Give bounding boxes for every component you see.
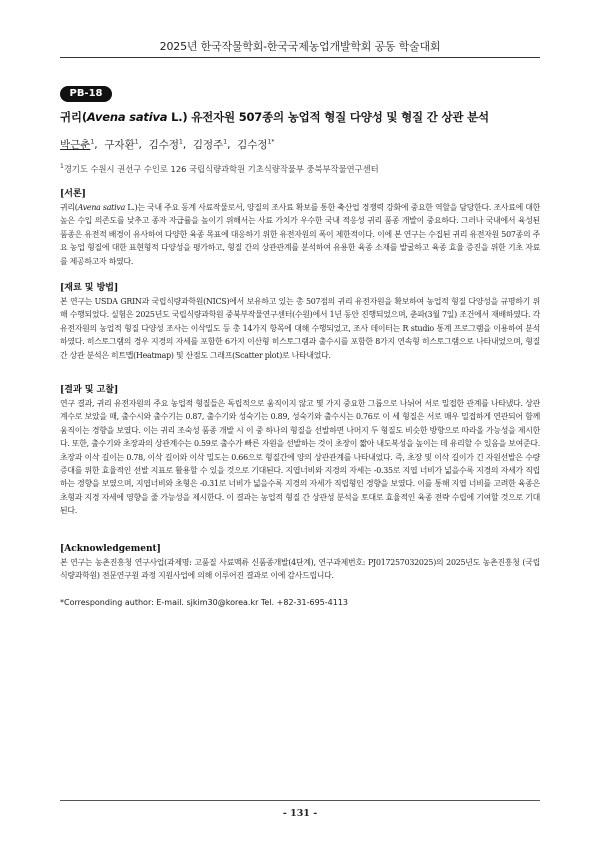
- title-species: Avena sativa: [86, 110, 168, 124]
- body-text: 귀리(: [60, 203, 78, 212]
- section-body: 본 연구는 USDA GRIN과 국립식량과학원(NICS)에서 보유하고 있는 총 507점의 귀리 유전자원을 확보하여 농업적 형질 다양성을 규명하기 위해 수행되었다. 실험은 2025년도 국립식량과학원 중북부작물연구센터(수원)에서 1년 동안 진행되었으며, 춘파(3월 7일) 조건에서 재배하였다. 각 유전자원의 농업적 형질 다양성 조사는 이삭밀도 등 총 14가지 항목에 대해 수행되었고, 조사 데이터는 R studio 통계 프로그램을 이용하여 분석하였다. 히스토그램의 경우 지경의 자세를 포함한 6가지 이산형 히스토그램과 출수시를 포함한 8가지 연속형 히스토그램으로 나타내었으며, 형질 간 상관 분석은 히트맵(Heatmap) 및 산점도 그래프(Scatter plot)로 나타내었다.: [60, 297, 540, 360]
- header-divider: [60, 57, 540, 58]
- section-body: [60, 201, 540, 268]
- footer-divider: [60, 800, 540, 801]
- section-body: 연구 결과, 귀리 유전자원의 주요 농업적 형질들은 독립적으로 움직이지 않고 몇 가지 중요한 그룹으로 나뉘어 서로 밀접한 관계를 나타냈다. 상관계수로 보았을 때, 출수시와 출수기는 0.87, 출수기와 성숙기는 0.89, 성숙기와 출수시는 0.76로 이 세 형질은 서로 매우 밀접하게 연관되어 함께 움직이는 경향을 보였다. 이는 귀리 조숙성 품종 개발 시 이 중 하나의 형질을 선발하면 나머지 두 형질도 비슷한 방향으로 따라올 가능성을 제시한다. 또한, 출수기와 초장과의 상관계수는 0.59로 출수가 빠른 자원을 선발하는 것이 초장이 짧아 내도복성을 높이는 데 유리할 수 있음을 보여준다. 초장과 이삭 길이는 0.78, 이삭 길이와 이삭 밀도는 0.66으로 형질간에 양의 상관관계를 나타내었다. 즉, 초장 및 이삭 길이가 긴 자원선발은 수량 증대를 위한 효율적인 선발 지표로 활용할 수 있을 것으로 기대된다. 지엽너비와 지경의 자세는 -0.35로 지엽 너비가 넓을수록 지경의 자세가 직립하는 경향을 보였으며, 지엽너비와 초형은 -0.31로 너비가 넓을수록 지경의 자세가 직립형인 경향을 보였다. 이를 통해 지엽 너비를 고려한 육종은 초형과 지경 자세에 영향을 줄 가능성을 제시한다. 이 결과는 농업적 형질 간 상관성 분석을 토대로 효율적인 육종 전략 수립에 기여할 것으로 기대된다.: [60, 399, 540, 516]
- page-number: - 131 -: [282, 808, 318, 819]
- section-methods: [60, 282, 540, 362]
- title-prefix: 귀리(: [60, 110, 87, 124]
- author: 구자환: [104, 139, 135, 151]
- affiliation-text: 경기도 수원시 권선구 수인로 126 국립식량과학원 기초식량작물부 중북부작물연구센터: [63, 164, 379, 174]
- author-list: 박근춘$^1$, 구자환$^1$, 김수정$^1$, 김정주$^1$, 김수정$^{1*}$: [60, 138, 275, 151]
- author: 김수정: [148, 139, 179, 151]
- author-sup: 1: [134, 138, 139, 146]
- first-author: 박근춘: [60, 139, 91, 151]
- section-introduction: [60, 188, 540, 268]
- author-sup: 1: [179, 138, 183, 146]
- section-results: [60, 384, 540, 518]
- section-heading: [재료 및 방법]: [60, 283, 119, 293]
- section-body: 본 연구는 농촌진흥청 연구사업(과제명: 고품질 사료맥류 신품종개발(4단계), 연구과제번호: PJ017257032025)의 2025년도 농촌진흥청 (국립식량과학원) 전문연구원 과정 지원사업에 의해 이루어진 결과로 이에 감사드립니다.: [60, 558, 540, 581]
- affiliation: [60, 163, 540, 175]
- author-sup: 1: [90, 138, 95, 146]
- section-heading: [Acknowledgement]: [60, 544, 161, 554]
- conference-header: 2025년 한국작물학회-한국국제농업개발학회 공동 학술대회: [159, 40, 441, 53]
- paper-title: [60, 109, 540, 125]
- body-text: L.)는 국내 주요 동계 사료작물로서, 양질의 조사료 확보를 통한 축산업 경쟁력 강화에 중요한 역할을 담당한다. 조사료에 대한 높은 수입 의존도를 낮추고 종자 자급률을 높이기 위해서는 사료 가치가 우수한 국내 적응성 귀리 품종 개발이 중요하다. 그러나 국내에서 육성된 품종은 유전적 배경이 유사하여 다양한 육종 목표에 대응하기 위한 유전자원의 폭이 제한적이다. 이에 본 연구는 수집된 귀리 유전자원 507종의 주요 농업 형질에 대한 표현형적 다양성을 평가하고, 형질 간의 상관관계를 분석하여 유용한 육종 소재를 발굴하고 육종 효율 증진을 위한 기초 자료를 제공하고자 하였다.: [60, 203, 540, 266]
- author-sup: 1: [223, 138, 228, 146]
- section-heading: [결과 및 고찰]: [60, 385, 119, 395]
- section-acknowledgement: [60, 543, 540, 583]
- body-species: Avena sativa: [77, 203, 126, 212]
- affiliation-sup: 1: [60, 163, 64, 171]
- poster-id-badge: PB-18: [60, 86, 112, 102]
- title-suffix: L.) 유전자원 507종의 농업적 형질 다양성 및 형질 간 상관 분석: [167, 110, 489, 124]
- section-heading: [서론]: [60, 189, 86, 199]
- author: 김정주: [192, 139, 224, 151]
- author: 김수정: [237, 139, 268, 151]
- author-sup: 1*: [267, 138, 275, 146]
- corresponding-author: *Corresponding author: E-mail. sjkim30@korea.kr Tel. +82-31-695-4113: [60, 598, 349, 607]
